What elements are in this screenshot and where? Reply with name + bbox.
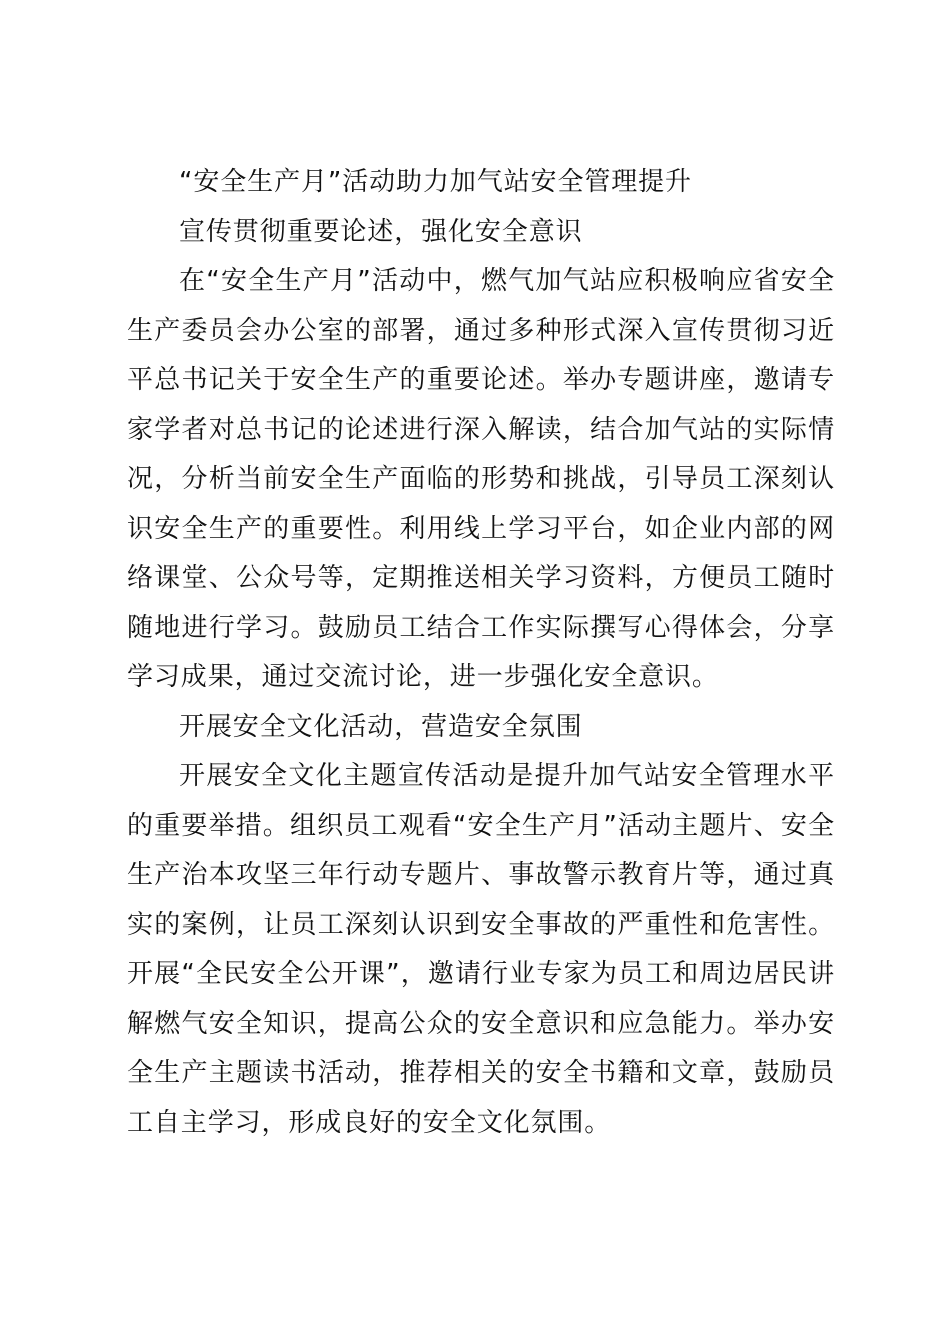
section-heading: 宣传贯彻重要论述，强化安全意识: [179, 216, 583, 247]
section-paragraph: 开展安全文化主题宣传活动是提升加气站安全管理水平的重要举措。组织员工观看“安全生产月”活动主题片、安全生产治本攻坚三年行动专题片、事故警示教育片等，通过真实的案例，让员工深刻认识到安全事故的严重性和危害性。开展“全民安全公开课”，邀请行业专家为员工和周边居民讲解燃气安全知识，提高公众的安全意识和应急能力。举办安全生产主题读书活动，推荐相关的安全书籍和文章，鼓励员工自主学习，形成良好的安全文化氛围。: [127, 761, 835, 1138]
section-heading: 开展安全文化活动，营造安全氛围: [179, 711, 583, 742]
section-paragraph: 在“安全生产月”活动中，燃气加气站应积极响应省安全生产委员会办公室的部署，通过多种形式深入宣传贯彻习近平总书记关于安全生产的重要论述。举办专题讲座，邀请专家学者对总书记的论述进行深入解读，结合加气站的实际情况，分析当前安全生产面临的形势和挑战，引导员工深刻认识安全生产的重要性。利用线上学习平台，如企业内部的网络课堂、公众号等，定期推送相关学习资料，方便员工随时随地进行学习。鼓励员工结合工作实际撰写心得体会，分享学习成果，通过交流讨论，进一步强化安全意识。: [127, 266, 835, 692]
document-body: [127, 158, 835, 1148]
document-title: “安全生产月”活动助力加气站安全管理提升: [179, 167, 692, 197]
